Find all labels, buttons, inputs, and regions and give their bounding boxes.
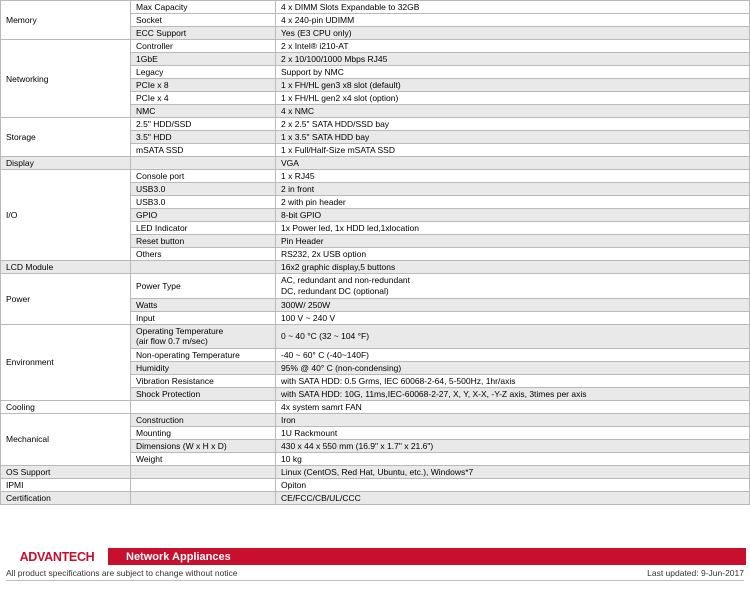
spec-subitem	[131, 157, 276, 170]
spec-subitem: Shock Protection	[131, 387, 276, 400]
spec-subitem: Operating Temperature (air flow 0.7 m/sec)	[131, 324, 276, 348]
footer-banner	[6, 548, 746, 565]
spec-subitem: USB3.0	[131, 183, 276, 196]
footer-note-row	[6, 568, 744, 578]
spec-value: 1 x FH/HL gen2 x4 slot (option)	[276, 92, 750, 105]
spec-value: 1U Rackmount	[276, 426, 750, 439]
spec-subitem	[131, 400, 276, 413]
spec-subitem	[131, 492, 276, 505]
spec-value: Iron	[276, 413, 750, 426]
spec-category: OS Support	[1, 466, 131, 479]
table-row	[1, 479, 750, 492]
spec-subitem: Watts	[131, 298, 276, 311]
spec-subitem: Dimensions (W x H x D)	[131, 439, 276, 452]
spec-subitem: 3.5" HDD	[131, 131, 276, 144]
spec-subitem	[131, 479, 276, 492]
spec-subitem: Console port	[131, 170, 276, 183]
spec-category: Power	[1, 274, 131, 324]
spec-value: RS232, 2x USB option	[276, 248, 750, 261]
spec-value: 4 x 240-pin UDIMM	[276, 14, 750, 27]
advantech-logo	[6, 548, 110, 565]
table-row	[1, 492, 750, 505]
spec-value: 1x Power led, 1x HDD led,1xlocation	[276, 222, 750, 235]
spec-value: with SATA HDD: 0.5 Grms, IEC 60068-2-64, 5-500Hz, 1hr/axis	[276, 374, 750, 387]
spec-category: Memory	[1, 1, 131, 40]
spec-subitem: mSATA SSD	[131, 144, 276, 157]
spec-value: 2 x Intel® i210-AT	[276, 40, 750, 53]
spec-subitem: Vibration Resistance	[131, 374, 276, 387]
spec-value: 300W/ 250W	[276, 298, 750, 311]
spec-category: Environment	[1, 324, 131, 400]
spec-value: 2 with pin header	[276, 196, 750, 209]
spec-subitem: Input	[131, 311, 276, 324]
spec-value: Pin Header	[276, 235, 750, 248]
spec-value: Yes (E3 CPU only)	[276, 27, 750, 40]
spec-value: 1 x 3.5" SATA HDD bay	[276, 131, 750, 144]
spec-value: 4 x NMC	[276, 105, 750, 118]
spec-value: VGA	[276, 157, 750, 170]
footer-last-updated: Last updated: 9-Jun-2017	[647, 568, 744, 578]
spec-subitem: PCIe x 8	[131, 79, 276, 92]
spec-subitem: LED Indicator	[131, 222, 276, 235]
spec-subitem: Socket	[131, 14, 276, 27]
spec-value: 4x system samrt FAN	[276, 400, 750, 413]
advantech-logo-text: ADVANTECH	[19, 549, 95, 564]
spec-value: 4 x DIMM Slots Expandable to 32GB	[276, 1, 750, 14]
page-footer	[0, 548, 750, 581]
spec-category: Display	[1, 157, 131, 170]
table-row	[1, 324, 750, 348]
spec-subitem: Others	[131, 248, 276, 261]
spec-subitem: Controller	[131, 40, 276, 53]
spec-value: 1 x RJ45	[276, 170, 750, 183]
spec-value: Linux (CentOS, Red Hat, Ubuntu, etc.), Windows*7	[276, 466, 750, 479]
spec-subitem: Humidity	[131, 361, 276, 374]
table-row	[1, 40, 750, 53]
spec-value: 2 in front	[276, 183, 750, 196]
spec-subitem: 1GbE	[131, 53, 276, 66]
spec-value: 2 x 10/100/1000 Mbps RJ45	[276, 53, 750, 66]
spec-subitem: Mounting	[131, 426, 276, 439]
spec-subitem: Legacy	[131, 66, 276, 79]
table-row	[1, 157, 750, 170]
spec-subitem: Reset button	[131, 235, 276, 248]
table-row	[1, 413, 750, 426]
table-row	[1, 1, 750, 14]
spec-value: CE/FCC/CB/UL/CCC	[276, 492, 750, 505]
table-row	[1, 274, 750, 298]
table-row	[1, 466, 750, 479]
spec-subitem: Power Type	[131, 274, 276, 298]
spec-value: 0 ~ 40 °C (32 ~ 104 °F)	[276, 324, 750, 348]
spec-subitem: USB3.0	[131, 196, 276, 209]
table-row	[1, 261, 750, 274]
spec-category: Cooling	[1, 400, 131, 413]
table-row	[1, 118, 750, 131]
spec-value: 1 x Full/Half-Size mSATA SSD	[276, 144, 750, 157]
footer-divider	[6, 580, 744, 581]
spec-value: with SATA HDD: 10G, 11ms,IEC-60068-2-27, X, Y, X-X, -Y-Z axis, 3times per axis	[276, 387, 750, 400]
spec-category: LCD Module	[1, 261, 131, 274]
spec-category: Mechanical	[1, 413, 131, 465]
spec-value: AC, redundant and non-redundant DC, redundant DC (optional)	[276, 274, 750, 298]
spec-value: 430 x 44 x 550 mm (16.9" x 1.7" x 21.6")	[276, 439, 750, 452]
spec-subitem: Construction	[131, 413, 276, 426]
table-row	[1, 400, 750, 413]
spec-subitem: PCIe x 4	[131, 92, 276, 105]
spec-value: 8-bit GPIO	[276, 209, 750, 222]
spec-subitem: Max Capacity	[131, 1, 276, 14]
spec-category: IPMI	[1, 479, 131, 492]
spec-value: -40 ~ 60° C (-40~140F)	[276, 348, 750, 361]
spec-value: 95% @ 40° C (non-condensing)	[276, 361, 750, 374]
spec-category: Networking	[1, 40, 131, 118]
spec-value: Support by NMC	[276, 66, 750, 79]
spec-category: I/O	[1, 170, 131, 261]
spec-subitem	[131, 466, 276, 479]
spec-value: 1 x FH/HL gen3 x8 slot (default)	[276, 79, 750, 92]
spec-subitem: ECC Support	[131, 27, 276, 40]
spec-value: 10 kg	[276, 452, 750, 465]
spec-value: 100 V ~ 240 V	[276, 311, 750, 324]
spec-subitem: NMC	[131, 105, 276, 118]
spec-value: 2 x 2.5" SATA HDD/SSD bay	[276, 118, 750, 131]
spec-subitem: Weight	[131, 452, 276, 465]
spec-subitem: 2.5" HDD/SSD	[131, 118, 276, 131]
spec-subitem: Non-operating Temperature	[131, 348, 276, 361]
spec-category: Storage	[1, 118, 131, 157]
spec-value: 16x2 graphic display,5 buttons	[276, 261, 750, 274]
spec-subitem: GPIO	[131, 209, 276, 222]
table-row	[1, 170, 750, 183]
spec-subitem	[131, 261, 276, 274]
footer-disclaimer: All product specifications are subject to change without notice	[6, 568, 238, 578]
footer-title: Network Appliances	[126, 550, 231, 563]
spec-value: Opiton	[276, 479, 750, 492]
spec-category: Certification	[1, 492, 131, 505]
